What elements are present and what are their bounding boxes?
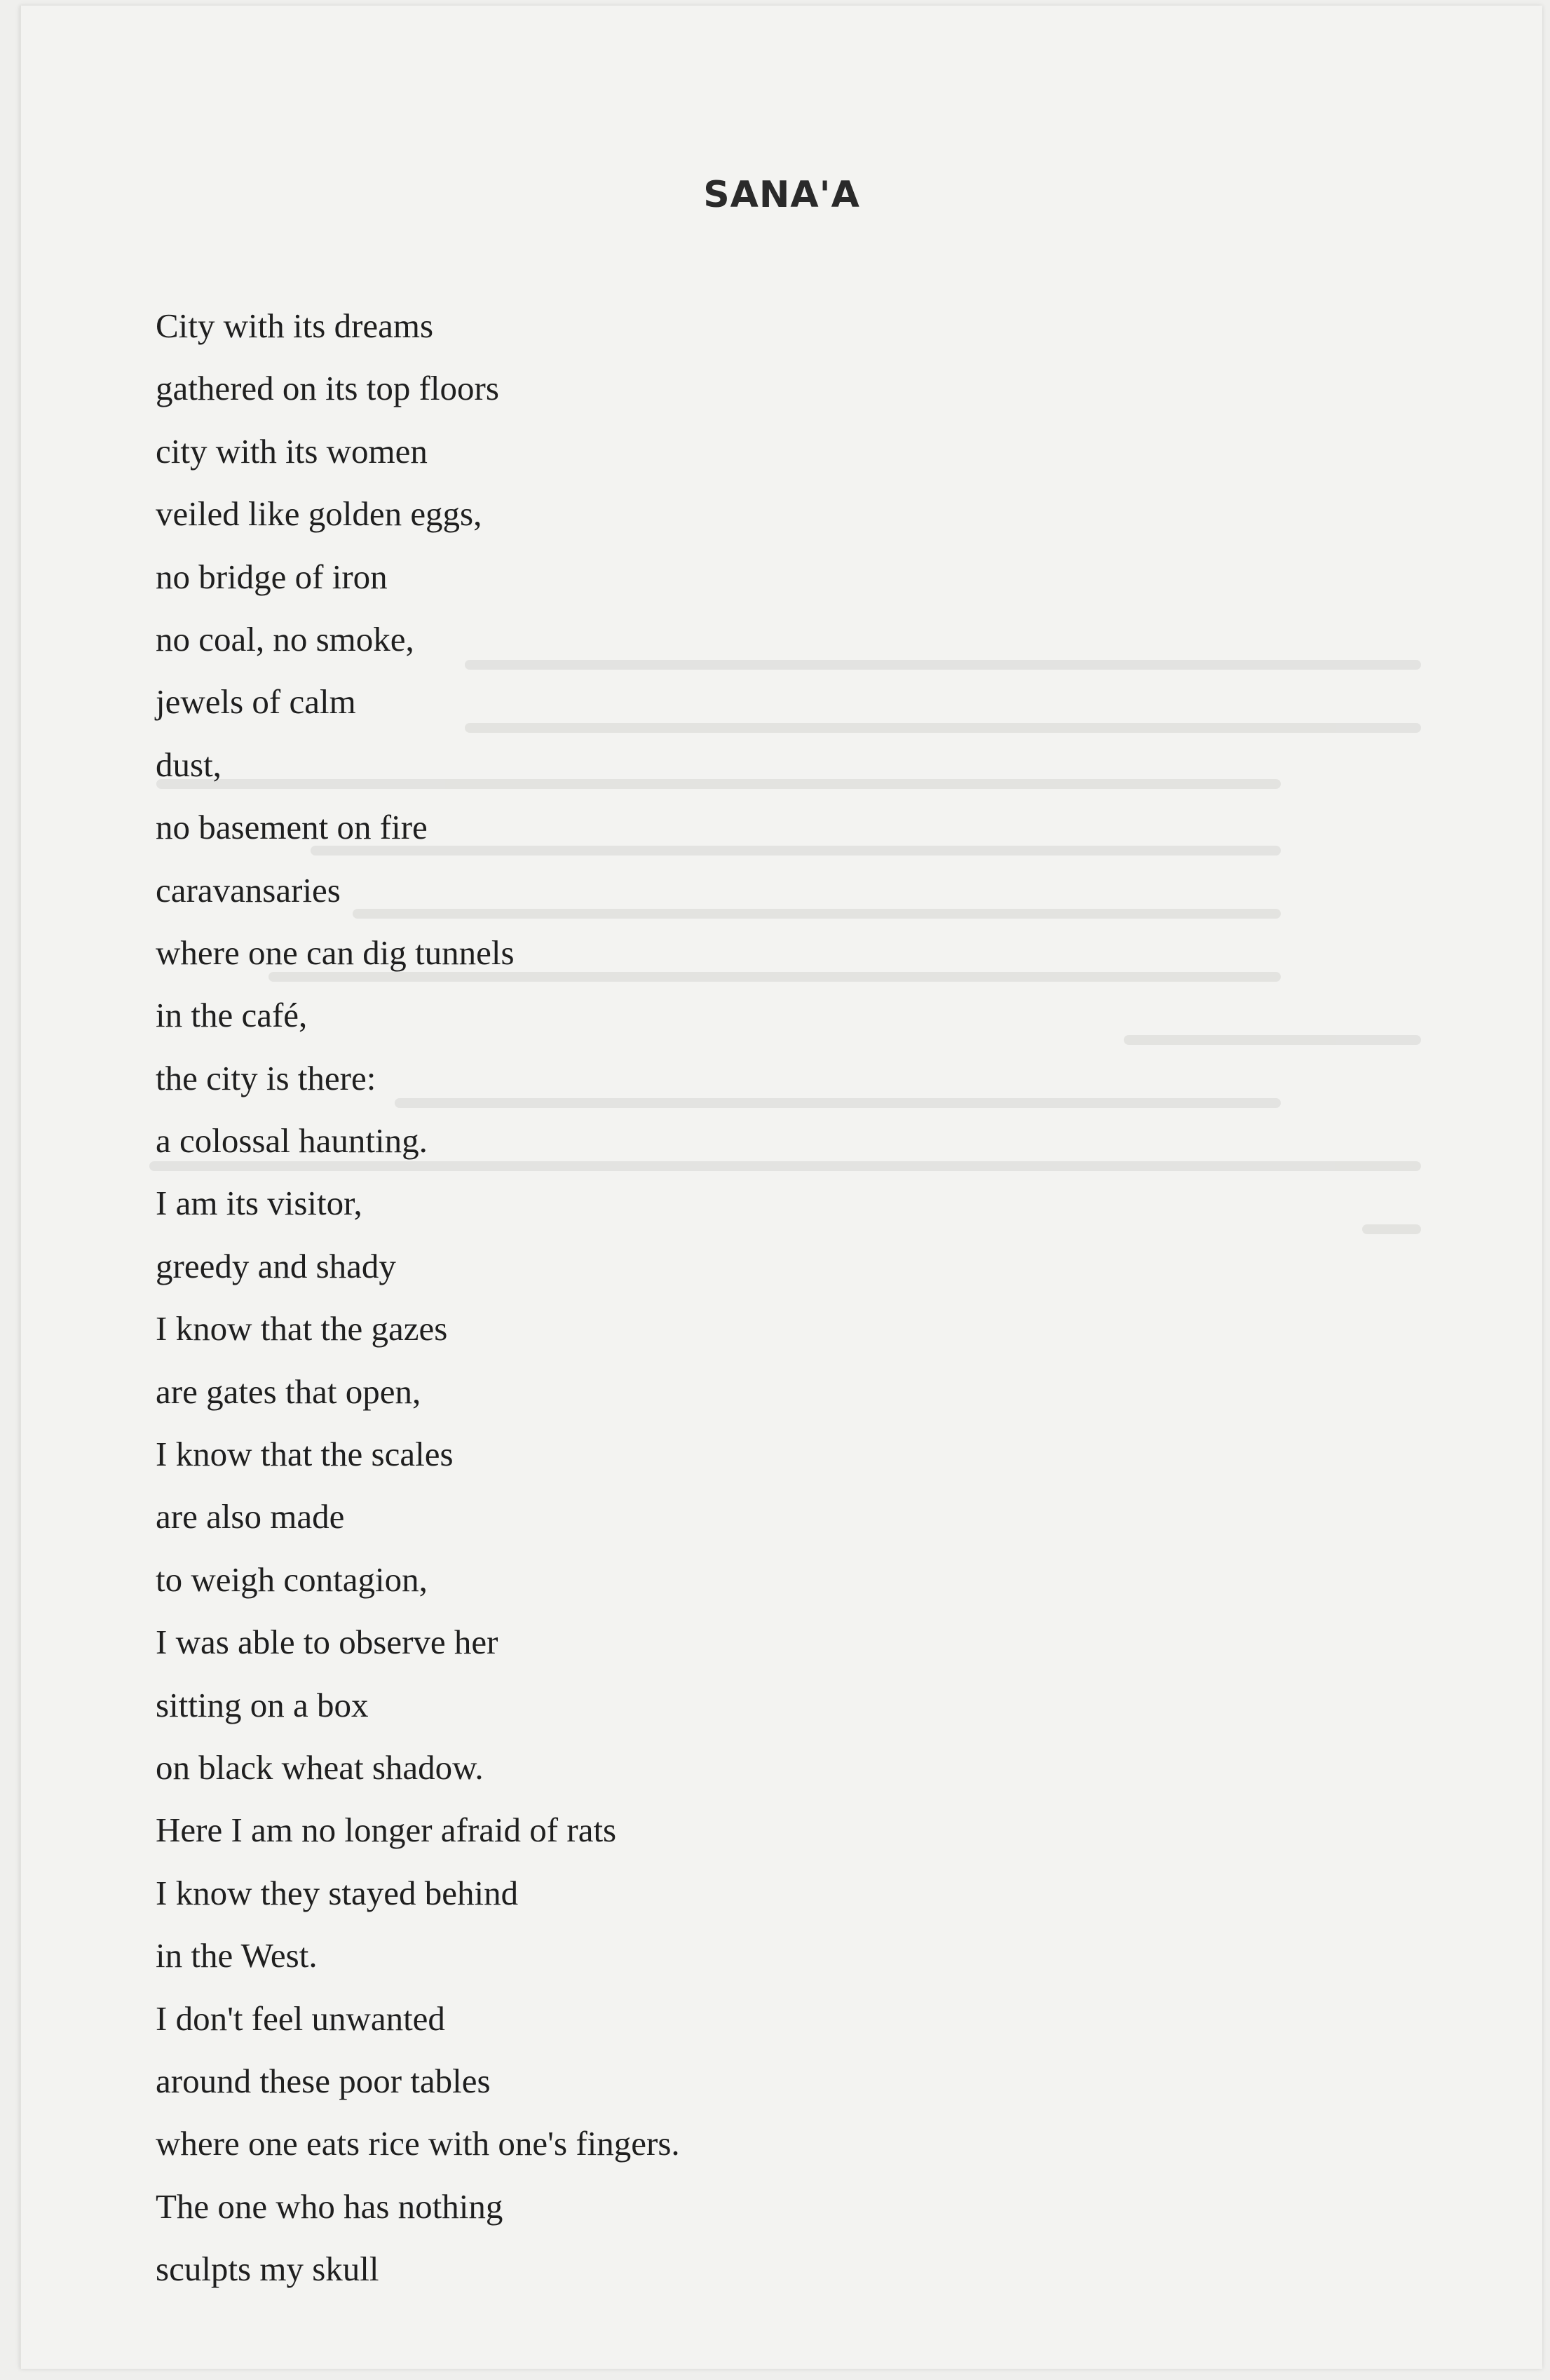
poem-line: dust, [156, 745, 222, 784]
poem-title: SANA'A [703, 174, 860, 216]
poem-line: are gates that open, [156, 1372, 421, 1411]
poem-line: gathered on its top floors [156, 369, 499, 408]
poem-line: to weigh contagion, [156, 1560, 428, 1599]
poem-line: in the West. [156, 1936, 318, 1975]
poem-line: sitting on a box [156, 1685, 369, 1724]
poem-line: I know that the scales [156, 1435, 454, 1474]
poem-line: The one who has nothing [156, 2186, 503, 2226]
poem-line: where one eats rice with one's fingers. [156, 2124, 680, 2163]
poem-line: are also made [156, 1497, 345, 1536]
document-page [20, 6, 1542, 2369]
poem-line: sculpts my skull [156, 2250, 379, 2289]
poem-line: jewels of calm [156, 682, 356, 722]
poem-line: no basement on fire [156, 808, 428, 847]
poem-line: in the café, [156, 996, 308, 1035]
poem-line: caravansaries [156, 870, 341, 910]
poem-line: veiled like golden eggs, [156, 494, 482, 534]
poem-line: greedy and shady [156, 1246, 396, 1285]
poem-line: I was able to observe her [156, 1623, 498, 1662]
poem-line: around these poor tables [156, 2061, 491, 2100]
poem-line: City with its dreams [156, 306, 434, 345]
poem-line: I don't feel unwanted [156, 1999, 445, 2038]
poem-line: I know that the gazes [156, 1309, 448, 1348]
poem-line: where one can dig tunnels [156, 933, 515, 972]
poem-line: no coal, no smoke, [156, 619, 414, 658]
poem-line: the city is there: [156, 1058, 376, 1097]
poem-body [156, 295, 1277, 2301]
poem-line: Here I am no longer afraid of rats [156, 1811, 617, 1850]
poem-line: a colossal haunting. [156, 1121, 428, 1161]
poem-line: I am its visitor, [156, 1184, 362, 1223]
poem-line: no bridge of iron [156, 557, 388, 596]
poem-line: I know they stayed behind [156, 1873, 519, 1912]
poem-line: on black wheat shadow. [156, 1747, 484, 1787]
poem-line: city with its women [156, 431, 428, 471]
